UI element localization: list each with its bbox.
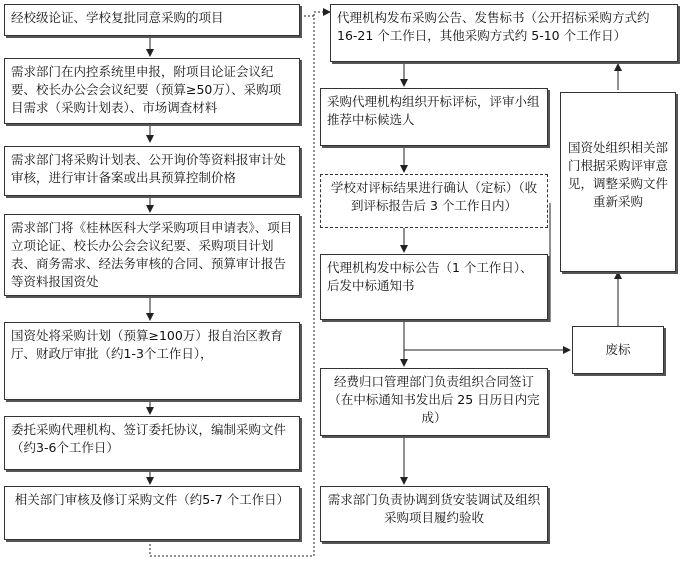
step-acceptance: 需求部门负责协调到货安装调试及组织采购项目履约验收 [320, 486, 548, 542]
step-submit-to-assets: 需求部门将《桂林医科大学采购项目申请表》、项目立项论证、校长办公会会议纪要、采购项目计划表、商务需求、经法务审核的合同、预算审计报告等资料报国资处 [4, 214, 300, 296]
step-sign-contract: 经费归口管理部门负责组织合同签订（在中标通知书发出后 25 日历日内完成） [320, 368, 548, 436]
step-award-notice: 代理机构发中标公告（1 个工作日）、后发中标通知书 [320, 254, 548, 320]
step-entrust-agency: 委托采购代理机构、签订委托协议，编制采购文件（约3-6个工作日） [4, 416, 300, 470]
step-review-documents: 相关部门审核及修订采购文件（约5-7 个工作日） [4, 486, 300, 540]
step-audit-review: 需求部门将采购计划表、公开询价等资料报审计处审核，进行审计备案或出具预算控制价格 [4, 146, 300, 196]
step-publish-announcement: 代理机构发布采购公告、发售标书（公开招标采购方式约 16-21 个工作日，其他采购方式约 5-10 个工作日） [330, 4, 678, 62]
step-failed-bid: 废标 [572, 326, 664, 374]
step-apply-in-system: 需求部门在内控系统里申报，附项目论证会议纪要、校长办公会会议纪要（预算≥50万）、采购项目需求（采购计划表）、市场调查材料 [4, 58, 300, 124]
step-reprocure: 国资处组织相关部门根据采购评审意见，调整采购文件重新采购 [560, 92, 676, 272]
step-confirm-result: 学校对评标结果进行确认（定标）（收到评标报告后 3 个工作日内） [320, 174, 548, 228]
step-bid-evaluation: 采购代理机构组织开标评标，评审小组推荐中标候选人 [320, 88, 548, 146]
step-project-approved: 经校级论证、学校复批同意采购的项目 [4, 4, 300, 36]
step-provincial-approval: 国资处将采购计划（预算≥100万）报自治区教育厅、财政厅审批（约1-3个工作日）， [4, 322, 300, 400]
